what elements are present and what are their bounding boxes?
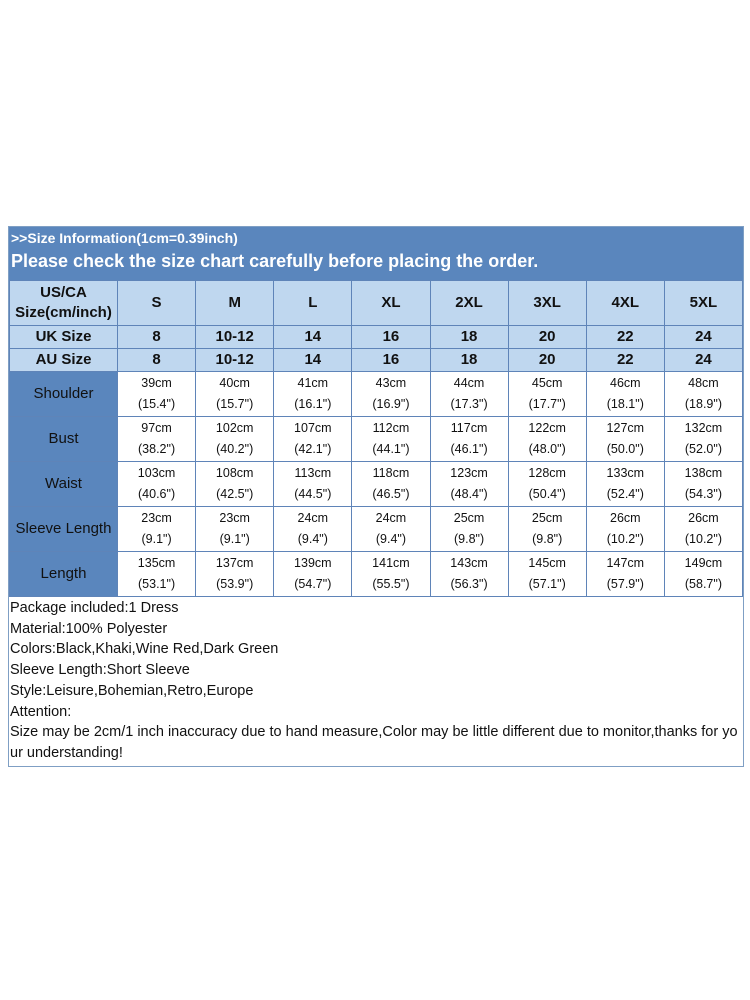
uk-size-cell: 20 — [508, 326, 586, 349]
measurement-inch: (44.5") — [294, 487, 332, 501]
measurement-cm: 97cm — [141, 421, 172, 435]
size-info-title: >>Size Information(1cm=0.39inch) — [11, 230, 238, 246]
measurement-cm: 149cm — [684, 556, 723, 570]
measurement-label: Bust — [10, 417, 118, 462]
measurement-inch: (40.6") — [138, 487, 176, 501]
measurement-cm: 103cm — [137, 466, 176, 480]
measurement-inch: (16.9") — [372, 397, 410, 411]
measurement-cell — [196, 462, 274, 507]
measurement-cm: 108cm — [215, 466, 254, 480]
measurement-cm: 46cm — [610, 376, 641, 390]
au-size-cell: 18 — [430, 349, 508, 372]
measurement-row — [10, 417, 743, 462]
measurement-cm: 145cm — [528, 556, 566, 570]
measurement-label: Length — [10, 552, 118, 597]
measurement-cm: 102cm — [215, 421, 254, 435]
measurement-cm: 132cm — [684, 421, 723, 435]
size-header-cell: L — [274, 281, 352, 326]
measurement-cell — [118, 417, 196, 462]
note-line: Sleeve Length:Short Sleeve — [10, 662, 190, 679]
measurement-cell — [196, 552, 274, 597]
measurement-cm: 135cm — [137, 556, 176, 570]
measurement-cm: 25cm — [453, 511, 485, 525]
measurement-cm: 147cm — [606, 556, 645, 570]
measurement-cell — [430, 507, 508, 552]
measurement-label: Sleeve Length — [10, 507, 118, 552]
size-table-body — [10, 281, 743, 597]
measurement-cell — [664, 372, 742, 417]
measurement-inch: (42.5") — [216, 487, 254, 501]
measurement-cm: 137cm — [215, 556, 254, 570]
measurement-row — [10, 507, 743, 552]
measurement-cell — [586, 552, 664, 597]
measurement-cm: 39cm — [141, 376, 172, 390]
measurement-cell — [664, 507, 742, 552]
uk-size-label: UK Size — [10, 326, 118, 349]
measurement-cm: 118cm — [372, 466, 410, 480]
measurement-cell — [196, 507, 274, 552]
measurement-cell — [586, 462, 664, 507]
measurement-inch: (9.8") — [532, 532, 563, 546]
measurement-cm: 138cm — [684, 466, 723, 480]
measurement-inch: (15.4") — [138, 397, 176, 411]
measurement-cell — [352, 552, 430, 597]
note-line: Style:Leisure,Bohemian,Retro,Europe — [10, 682, 254, 699]
measurement-inch: (9.8") — [453, 532, 485, 546]
measurement-inch: (57.9") — [606, 577, 644, 591]
measurement-cell — [274, 417, 352, 462]
measurement-cell — [664, 462, 742, 507]
size-header-cell: S — [118, 281, 196, 326]
au-size-cell: 16 — [352, 349, 430, 372]
measurement-cell — [118, 552, 196, 597]
measurement-row — [10, 462, 743, 507]
measurement-cell — [118, 372, 196, 417]
measurement-cell — [274, 552, 352, 597]
uk-size-cell: 24 — [664, 326, 742, 349]
size-header-cell: 3XL — [508, 281, 586, 326]
uk-size-cell: 10-12 — [196, 326, 274, 349]
measurement-inch: (46.5") — [372, 487, 410, 501]
measurement-cell — [274, 507, 352, 552]
measurement-cell — [430, 552, 508, 597]
measurement-cell — [352, 462, 430, 507]
au-size-label: AU Size — [10, 349, 118, 372]
au-size-cell: 14 — [274, 349, 352, 372]
note-line: Attention: — [10, 703, 72, 720]
measurement-cm: 24cm — [375, 511, 407, 525]
measurement-cell — [118, 507, 196, 552]
measurement-cm: 23cm — [219, 511, 250, 525]
measurement-cell — [352, 417, 430, 462]
measurement-inch: (40.2") — [216, 442, 254, 456]
measurement-inch: (38.2") — [138, 442, 176, 456]
measurement-cell — [430, 372, 508, 417]
measurement-inch: (16.1") — [294, 397, 332, 411]
measurement-cm: 141cm — [372, 556, 410, 570]
size-chart-notice: Please check the size chart carefully before placing the order. — [11, 251, 539, 271]
measurement-cell — [586, 417, 664, 462]
au-size-cell: 10-12 — [196, 349, 274, 372]
measurement-label: Waist — [10, 462, 118, 507]
size-header-cell: M — [196, 281, 274, 326]
measurement-inch: (9.1") — [219, 532, 250, 546]
measurement-cm: 127cm — [606, 421, 645, 435]
size-table — [9, 280, 743, 597]
measurement-cm: 122cm — [528, 421, 566, 435]
measurement-inch: (54.7") — [294, 577, 332, 591]
measurement-cm: 133cm — [606, 466, 645, 480]
measurement-inch: (18.1") — [606, 397, 644, 411]
measurement-inch: (44.1") — [372, 442, 410, 456]
measurement-cm: 123cm — [450, 466, 488, 480]
measurement-cell — [664, 552, 742, 597]
measurement-inch: (52.4") — [606, 487, 644, 501]
au-size-row — [10, 349, 743, 372]
measurement-cell — [586, 372, 664, 417]
measurement-inch: (15.7") — [216, 397, 254, 411]
au-size-cell: 22 — [586, 349, 664, 372]
measurement-cell — [586, 507, 664, 552]
measurement-inch: (17.3") — [450, 397, 488, 411]
measurement-cm: 25cm — [531, 511, 563, 525]
size-header-label: US/CA Size(cm/inch) — [10, 281, 118, 326]
measurement-cell — [196, 372, 274, 417]
au-size-cell: 20 — [508, 349, 586, 372]
measurement-cell — [508, 507, 586, 552]
measurement-inch: (9.4") — [297, 532, 328, 546]
note-line: Material:100% Polyester — [10, 620, 168, 637]
measurement-label: Shoulder — [10, 372, 118, 417]
measurement-cell — [508, 417, 586, 462]
uk-size-cell: 18 — [430, 326, 508, 349]
measurement-inch: (48.4") — [450, 487, 488, 501]
measurement-cm: 26cm — [610, 511, 641, 525]
measurement-cell — [508, 552, 586, 597]
size-chart-sheet — [8, 226, 744, 767]
measurement-cell — [196, 417, 274, 462]
measurement-cm: 139cm — [294, 556, 332, 570]
measurement-cm: 24cm — [297, 511, 329, 525]
au-size-cell: 24 — [664, 349, 742, 372]
measurement-inch: (55.5") — [372, 577, 410, 591]
size-info-banner — [9, 227, 743, 280]
measurement-cell — [274, 372, 352, 417]
measurement-cm: 112cm — [372, 421, 410, 435]
measurement-cm: 26cm — [688, 511, 719, 525]
size-header-cell: XL — [352, 281, 430, 326]
measurement-inch: (52.0") — [684, 442, 722, 456]
measurement-cell — [352, 372, 430, 417]
measurement-cell — [508, 462, 586, 507]
note-line: Size may be 2cm/1 inch inaccuracy due to hand measure,Color may be little different due to monitor,thanks for your understanding! — [10, 724, 738, 761]
measurement-inch: (10.2") — [684, 532, 722, 546]
measurement-inch: (56.3") — [450, 577, 488, 591]
measurement-cell — [352, 507, 430, 552]
measurement-inch: (18.9") — [684, 397, 722, 411]
measurement-cm: 107cm — [294, 421, 332, 435]
measurement-inch: (42.1") — [294, 442, 332, 456]
measurement-inch: (9.4") — [375, 532, 406, 546]
size-header-cell: 5XL — [664, 281, 742, 326]
measurement-inch: (53.1") — [138, 577, 176, 591]
measurement-cm: 113cm — [294, 466, 332, 480]
measurement-cm: 43cm — [375, 376, 407, 390]
measurement-cell — [508, 372, 586, 417]
measurement-inch: (10.2") — [606, 532, 644, 546]
measurement-inch: (58.7") — [684, 577, 722, 591]
measurement-cm: 143cm — [450, 556, 488, 570]
measurement-cell — [118, 462, 196, 507]
measurement-cell — [430, 462, 508, 507]
measurement-inch: (53.9") — [216, 577, 254, 591]
uk-size-cell: 8 — [118, 326, 196, 349]
measurement-cm: 45cm — [531, 376, 563, 390]
measurement-cm: 23cm — [141, 511, 172, 525]
measurement-inch: (57.1") — [528, 577, 566, 591]
measurement-cell — [664, 417, 742, 462]
measurement-inch: (17.7") — [528, 397, 566, 411]
note-line: Colors:Black,Khaki,Wine Red,Dark Green — [10, 641, 279, 658]
measurement-inch: (50.0") — [606, 442, 644, 456]
measurement-inch: (48.0") — [528, 442, 566, 456]
size-header-row — [10, 281, 743, 326]
measurement-row — [10, 552, 743, 597]
measurement-inch: (46.1") — [450, 442, 488, 456]
uk-size-cell: 14 — [274, 326, 352, 349]
measurement-inch: (9.1") — [141, 532, 172, 546]
product-notes — [9, 597, 743, 766]
au-size-cell: 8 — [118, 349, 196, 372]
measurement-cm: 117cm — [450, 421, 488, 435]
measurement-cm: 40cm — [219, 376, 250, 390]
measurement-row — [10, 372, 743, 417]
uk-size-cell: 16 — [352, 326, 430, 349]
uk-size-row — [10, 326, 743, 349]
measurement-cell — [430, 417, 508, 462]
measurement-cm: 48cm — [688, 376, 719, 390]
measurement-cm: 41cm — [297, 376, 329, 390]
measurement-cell — [274, 462, 352, 507]
size-header-cell: 4XL — [586, 281, 664, 326]
note-line: Package included:1 Dress — [10, 600, 179, 616]
measurement-cm: 128cm — [528, 466, 566, 480]
uk-size-cell: 22 — [586, 326, 664, 349]
measurement-inch: (50.4") — [528, 487, 566, 501]
measurement-cm: 44cm — [453, 376, 485, 390]
size-header-cell: 2XL — [430, 281, 508, 326]
measurement-inch: (54.3") — [684, 487, 722, 501]
